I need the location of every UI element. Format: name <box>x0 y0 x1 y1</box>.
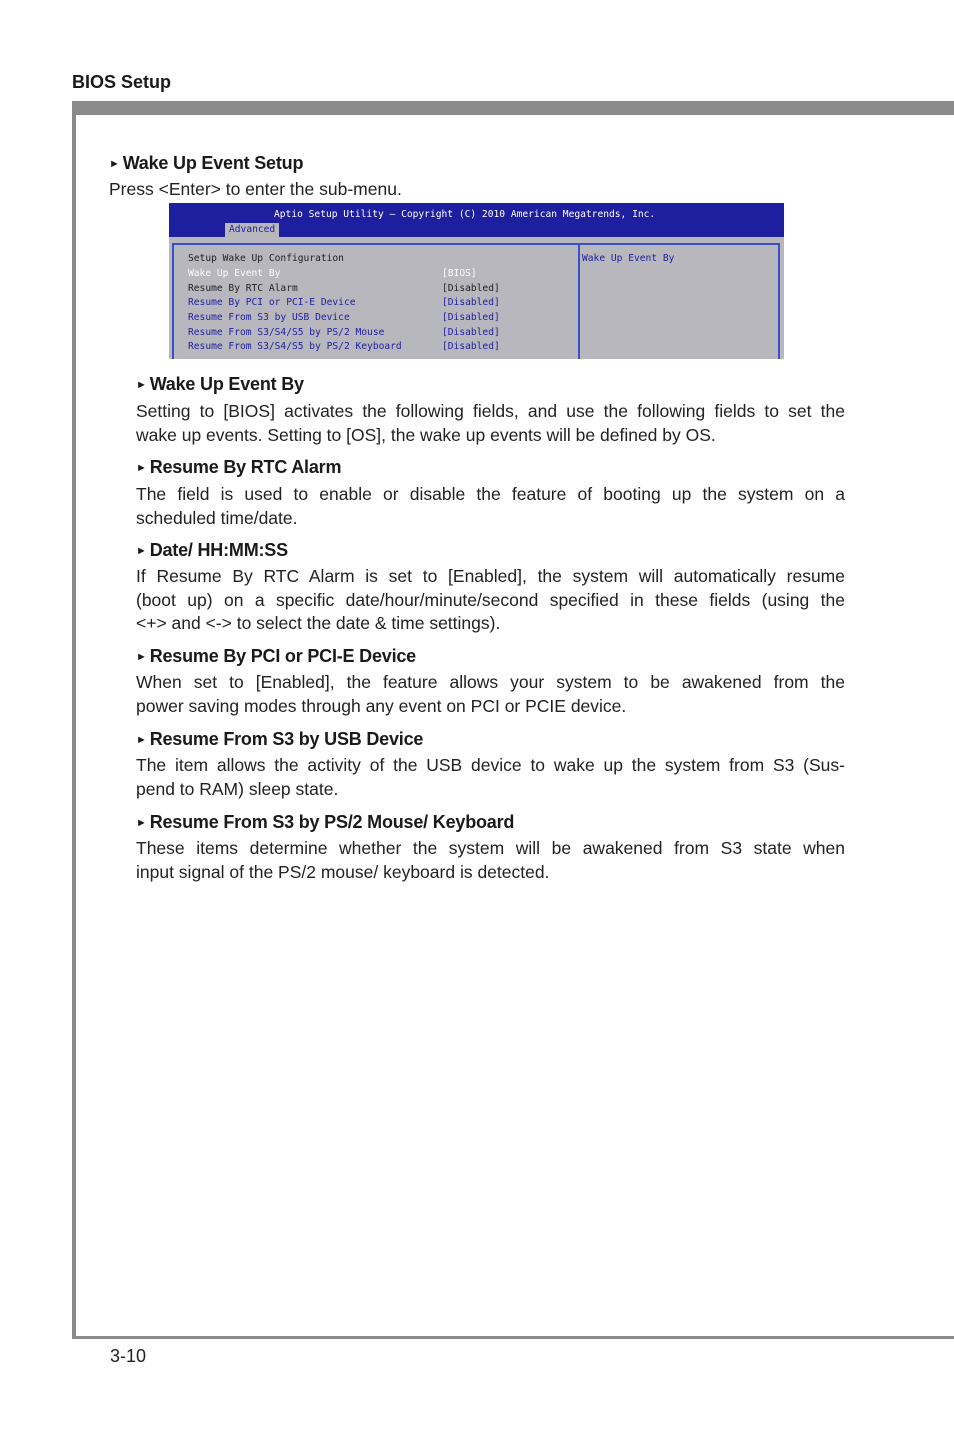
triangle-bullet-icon: ► <box>109 158 120 170</box>
section-title: ► Resume From S3 by PS/2 Mouse/ Keyboard <box>136 812 515 832</box>
section-body: The field is used to enable or disable the feature of booting up the system on a scheduled time/date. <box>136 484 845 528</box>
triangle-bullet-icon: ► <box>136 462 147 474</box>
bios-row-value: [Disabled] <box>442 283 500 294</box>
bios-section-title: Setup Wake Up Configuration <box>188 253 344 264</box>
section-body: These items determine whether the system will be awakened from S3 state when input signal of the PS/2 mouse/ keyboard is detected. <box>136 838 845 882</box>
bios-row-value: [Disabled] <box>442 341 500 352</box>
section-body: When set to [Enabled], the feature allows your system to be awakened from the power saving modes through any event on PCI or PCIE device. <box>136 672 845 716</box>
bios-row-value: [BIOS] <box>442 268 477 279</box>
section-body: If Resume By RTC Alarm is set to [Enabled], the system will automatically resume (boot up) on a specific date/hour/minute/second specified in these fields (using the <+> and <-> to select the date & time settings). <box>136 566 845 633</box>
triangle-bullet-icon: ► <box>136 379 147 391</box>
bios-row-value: [Disabled] <box>442 327 500 338</box>
page-header-label: BIOS Setup <box>72 72 172 92</box>
bios-tab-advanced: Advanced <box>225 223 279 237</box>
bios-row-label: Wake Up Event By <box>188 268 281 279</box>
bios-row-value: [Disabled] <box>442 312 500 323</box>
bios-title: Aptio Setup Utility – Copyright (C) 2010 American Megatrends, Inc. <box>274 209 656 220</box>
section-body: The item allows the activity of the USB device to wake up the system from S3 (Sus- pend to RAM) sleep state. <box>136 755 845 799</box>
triangle-bullet-icon: ► <box>136 651 147 663</box>
section-title: ► Wake Up Event By <box>136 374 304 394</box>
footer-rule <box>72 1336 954 1339</box>
section-body: Setting to [BIOS] activates the following fields, and use the following fields to set the wake up events. Setting to [OS], the wake up events will be defined by OS. <box>136 401 845 445</box>
bios-row-label: Resume From S3/S4/S5 by PS/2 Mouse <box>188 327 385 338</box>
bios-row-value: [Disabled] <box>442 297 500 308</box>
bios-help-text: Wake Up Event By <box>582 253 675 264</box>
triangle-bullet-icon: ► <box>136 734 147 746</box>
bios-row-label: Resume By RTC Alarm <box>188 283 298 294</box>
section-title: ► Resume By RTC Alarm <box>136 457 342 477</box>
bios-row-label: Resume From S3/S4/S5 by PS/2 Keyboard <box>188 341 402 352</box>
triangle-bullet-icon: ► <box>136 545 147 557</box>
section-title: ► Date/ HH:MM:SS <box>136 540 288 560</box>
bios-row-label: Resume From S3 by USB Device <box>188 312 350 323</box>
triangle-bullet-icon: ► <box>136 817 147 829</box>
page-number: 3-10 <box>110 1346 147 1366</box>
margin-rule <box>72 101 76 1339</box>
section-title: ► Resume From S3 by USB Device <box>136 729 424 749</box>
bios-row-label: Resume By PCI or PCI-E Device <box>188 297 356 308</box>
intro-text: Press <Enter> to enter the sub-menu. <box>109 179 402 199</box>
bios-title-bar <box>169 203 784 237</box>
intro-title: ► Wake Up Event Setup <box>109 153 304 173</box>
bios-screenshot <box>169 203 784 359</box>
section-title: ► Resume By PCI or PCI-E Device <box>136 646 416 666</box>
header-rule <box>72 101 954 115</box>
bios-divider <box>578 243 580 359</box>
